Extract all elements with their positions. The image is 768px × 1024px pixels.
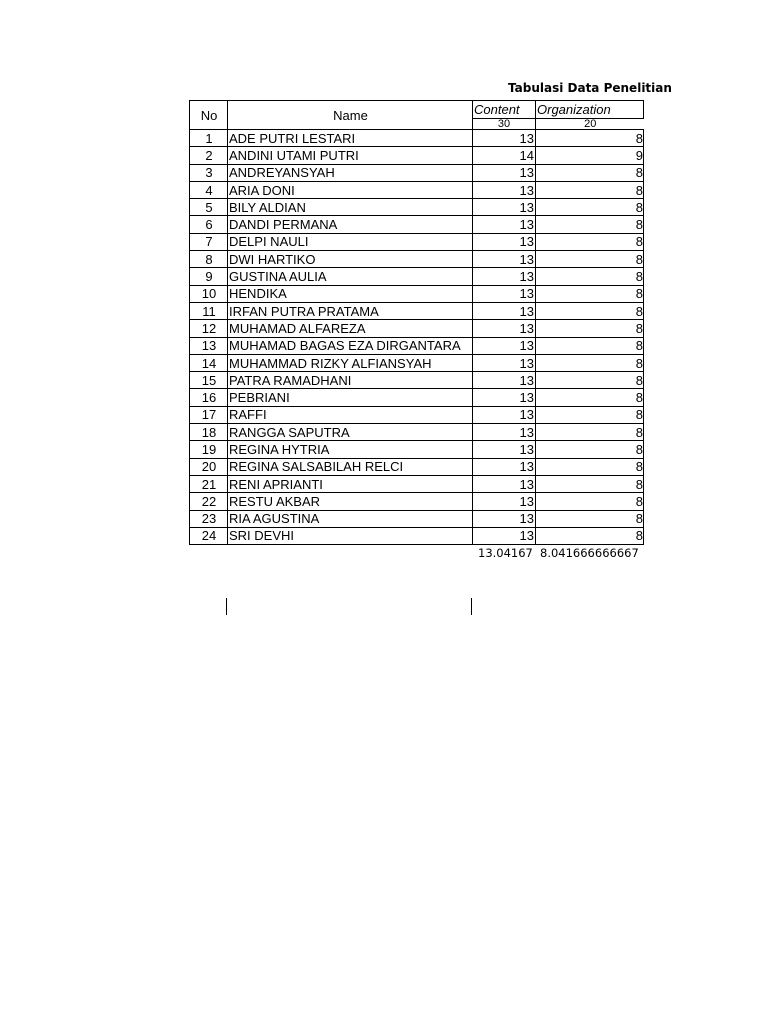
row-no[interactable]: 18: [190, 424, 228, 441]
cell-border-fragment: [471, 598, 472, 615]
row-organization[interactable]: 8: [536, 354, 644, 371]
row-organization[interactable]: 8: [536, 320, 644, 337]
row-name[interactable]: BILY ALDIAN: [228, 199, 473, 216]
row-organization[interactable]: 8: [536, 268, 644, 285]
row-organization[interactable]: 8: [536, 510, 644, 527]
row-name[interactable]: MUHAMAD ALFAREZA: [228, 320, 473, 337]
table-body: [190, 130, 644, 545]
table-row: [190, 147, 644, 164]
row-content[interactable]: 13: [473, 233, 536, 250]
average-organization: 8.041666666667: [540, 546, 639, 560]
row-name[interactable]: DELPI NAULI: [228, 233, 473, 250]
row-name[interactable]: REGINA SALSABILAH RELCI: [228, 458, 473, 475]
row-organization[interactable]: 8: [536, 216, 644, 233]
row-name[interactable]: ADE PUTRI LESTARI: [228, 130, 473, 147]
row-name[interactable]: REGINA HYTRIA: [228, 441, 473, 458]
row-content[interactable]: 13: [473, 441, 536, 458]
row-content[interactable]: 13: [473, 337, 536, 354]
row-name[interactable]: DWI HARTIKO: [228, 251, 473, 268]
table-row: [190, 216, 644, 233]
row-no[interactable]: 24: [190, 527, 228, 544]
table-row: [190, 424, 644, 441]
row-no[interactable]: 5: [190, 199, 228, 216]
row-content[interactable]: 13: [473, 372, 536, 389]
row-no[interactable]: 21: [190, 475, 228, 492]
row-no[interactable]: 22: [190, 493, 228, 510]
row-name[interactable]: PATRA RAMADHANI: [228, 372, 473, 389]
row-no[interactable]: 13: [190, 337, 228, 354]
row-name[interactable]: HENDIKA: [228, 285, 473, 302]
table-row: [190, 285, 644, 302]
row-content[interactable]: 13: [473, 320, 536, 337]
row-no[interactable]: 19: [190, 441, 228, 458]
row-content[interactable]: 14: [473, 147, 536, 164]
row-content[interactable]: 13: [473, 285, 536, 302]
row-name[interactable]: RENI APRIANTI: [228, 475, 473, 492]
row-content[interactable]: 13: [473, 493, 536, 510]
header-no: No: [190, 101, 228, 130]
row-organization[interactable]: 8: [536, 233, 644, 250]
header-content: Content: [473, 101, 536, 119]
row-content[interactable]: 13: [473, 527, 536, 544]
row-no[interactable]: 1: [190, 130, 228, 147]
row-organization[interactable]: 8: [536, 251, 644, 268]
row-no[interactable]: 15: [190, 372, 228, 389]
table-row: [190, 130, 644, 147]
table-row: [190, 302, 644, 319]
row-no[interactable]: 2: [190, 147, 228, 164]
row-content[interactable]: 13: [473, 268, 536, 285]
row-no[interactable]: 7: [190, 233, 228, 250]
row-organization[interactable]: 8: [536, 302, 644, 319]
row-content[interactable]: 13: [473, 199, 536, 216]
row-content[interactable]: 13: [473, 251, 536, 268]
row-organization[interactable]: 8: [536, 337, 644, 354]
row-organization[interactable]: 8: [536, 389, 644, 406]
row-content[interactable]: 13: [473, 475, 536, 492]
row-content[interactable]: 13: [473, 302, 536, 319]
row-organization[interactable]: 8: [536, 493, 644, 510]
row-no[interactable]: 9: [190, 268, 228, 285]
header-organization: Organization: [536, 101, 644, 119]
row-organization[interactable]: 8: [536, 475, 644, 492]
row-no[interactable]: 4: [190, 181, 228, 198]
row-no[interactable]: 11: [190, 302, 228, 319]
row-content[interactable]: 13: [473, 354, 536, 371]
table-row: [190, 493, 644, 510]
row-no[interactable]: 23: [190, 510, 228, 527]
table-row: [190, 372, 644, 389]
row-no[interactable]: 8: [190, 251, 228, 268]
table-row: [190, 199, 644, 216]
row-name[interactable]: PEBRIANI: [228, 389, 473, 406]
row-no[interactable]: 6: [190, 216, 228, 233]
row-no[interactable]: 3: [190, 164, 228, 181]
row-organization[interactable]: 8: [536, 527, 644, 544]
row-content[interactable]: 13: [473, 406, 536, 423]
row-name[interactable]: RIA AGUSTINA: [228, 510, 473, 527]
row-organization[interactable]: 8: [536, 130, 644, 147]
row-organization[interactable]: 8: [536, 458, 644, 475]
row-no[interactable]: 20: [190, 458, 228, 475]
row-name[interactable]: MUHAMMAD RIZKY ALFIANSYAH: [228, 354, 473, 371]
row-content[interactable]: 13: [473, 458, 536, 475]
row-content[interactable]: 13: [473, 424, 536, 441]
row-organization[interactable]: 8: [536, 406, 644, 423]
row-name[interactable]: ANDINI UTAMI PUTRI: [228, 147, 473, 164]
row-organization[interactable]: 8: [536, 372, 644, 389]
table-row: [190, 337, 644, 354]
row-content[interactable]: 13: [473, 216, 536, 233]
row-organization[interactable]: 8: [536, 164, 644, 181]
cell-border-fragment: [226, 598, 227, 615]
table-row: [190, 164, 644, 181]
table-row: [190, 527, 644, 544]
row-name[interactable]: SRI DEVHI: [228, 527, 473, 544]
row-no[interactable]: 14: [190, 354, 228, 371]
header-name: Name: [228, 101, 473, 130]
row-content[interactable]: 13: [473, 130, 536, 147]
data-table: [189, 100, 644, 545]
sheet-title: Tabulasi Data Penelitian: [508, 81, 672, 95]
table-row: [190, 181, 644, 198]
row-organization[interactable]: 8: [536, 199, 644, 216]
row-name[interactable]: RAFFI: [228, 406, 473, 423]
row-no[interactable]: 12: [190, 320, 228, 337]
table-row: [190, 510, 644, 527]
row-organization[interactable]: 8: [536, 441, 644, 458]
table-row: [190, 354, 644, 371]
table-row: [190, 251, 644, 268]
table-row: [190, 389, 644, 406]
row-no[interactable]: 10: [190, 285, 228, 302]
row-name[interactable]: ARIA DONI: [228, 181, 473, 198]
row-name[interactable]: RANGGA SAPUTRA: [228, 424, 473, 441]
table-row: [190, 441, 644, 458]
row-no[interactable]: 17: [190, 406, 228, 423]
row-name[interactable]: DANDI PERMANA: [228, 216, 473, 233]
row-name[interactable]: IRFAN PUTRA PRATAMA: [228, 302, 473, 319]
row-content[interactable]: 13: [473, 389, 536, 406]
row-organization[interactable]: 8: [536, 181, 644, 198]
row-name[interactable]: ANDREYANSYAH: [228, 164, 473, 181]
table-row: [190, 406, 644, 423]
row-no[interactable]: 16: [190, 389, 228, 406]
header-content-max: 30: [473, 119, 536, 130]
row-organization[interactable]: 8: [536, 424, 644, 441]
row-organization[interactable]: 8: [536, 285, 644, 302]
row-content[interactable]: 13: [473, 181, 536, 198]
table-row: [190, 458, 644, 475]
row-content[interactable]: 13: [473, 164, 536, 181]
table-row: [190, 233, 644, 250]
average-content: 13.04167: [478, 546, 533, 560]
row-content[interactable]: 13: [473, 510, 536, 527]
row-name[interactable]: RESTU AKBAR: [228, 493, 473, 510]
row-name[interactable]: GUSTINA AULIA: [228, 268, 473, 285]
row-name[interactable]: MUHAMAD BAGAS EZA DIRGANTARA: [228, 337, 473, 354]
table-row: [190, 268, 644, 285]
table-row: [190, 475, 644, 492]
table-row: [190, 320, 644, 337]
row-organization[interactable]: 9: [536, 147, 644, 164]
header-organization-max: 20: [536, 119, 644, 130]
